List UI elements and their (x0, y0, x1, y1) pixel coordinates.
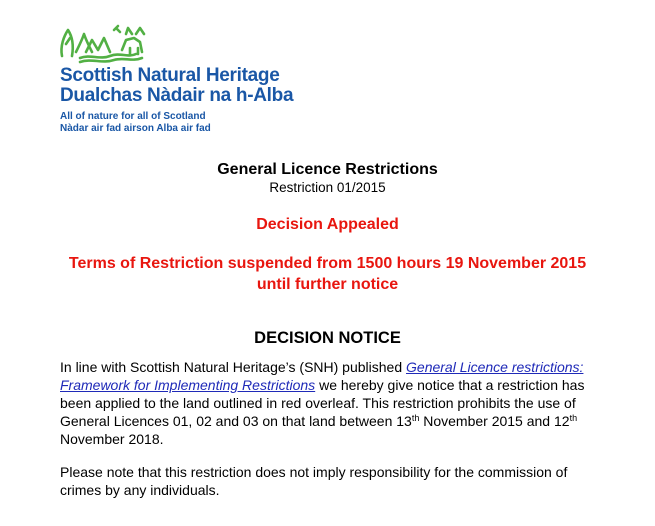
decision-paragraph (60, 358, 584, 448)
suspension-notice-line1: Terms of Restriction suspended from 1500 hours 19 November 2015 (68, 255, 587, 272)
paragraph-line: crimes by any individuals. (60, 482, 220, 498)
paragraph-text: we hereby give notice that a restriction has (315, 377, 585, 393)
paragraph-line: been applied to the land outlined in red overleaf. This restriction prohibits the use of (60, 395, 576, 411)
decision-notice-heading: DECISION NOTICE (254, 329, 401, 347)
org-name-english: Scottish Natural Heritage (60, 65, 280, 86)
paragraph-text: November 2015 and 12 (419, 413, 570, 429)
appeal-status: Decision Appealed (256, 216, 399, 233)
framework-link[interactable]: General Licence restrictions: (406, 359, 584, 375)
paragraph-line (60, 376, 584, 394)
ordinal-suffix: th (569, 413, 578, 423)
ordinal-suffix: th (411, 413, 420, 423)
tagline-english: All of nature for all of Scotland (60, 111, 206, 122)
tagline-gaelic: Nàdar air fad airson Alba air fad (60, 123, 211, 134)
paragraph-text: In line with Scottish Natural Heritage’s (SNH) published (60, 359, 407, 375)
disclaimer-paragraph (60, 463, 567, 499)
framework-link-continued[interactable]: Framework for Implementing Restrictions (60, 377, 316, 393)
paragraph-line (60, 412, 584, 430)
org-name-gaelic: Dualchas Nàdair na h-Alba (60, 85, 294, 106)
restriction-number: Restriction 01/2015 (269, 180, 386, 195)
landscape-wildlife-logo-icon (56, 22, 152, 66)
paragraph-text: General Licences 01, 02 and 03 on that land between 13 (60, 413, 412, 429)
paragraph-line: November 2018. (60, 431, 164, 447)
snh-logo (56, 22, 152, 66)
document-title: General Licence Restrictions (217, 161, 438, 178)
paragraph-line (60, 358, 584, 376)
paragraph-line: Please note that this restriction does not imply responsibility for the commission of (60, 464, 568, 480)
suspension-notice-line2: until further notice (256, 276, 399, 293)
